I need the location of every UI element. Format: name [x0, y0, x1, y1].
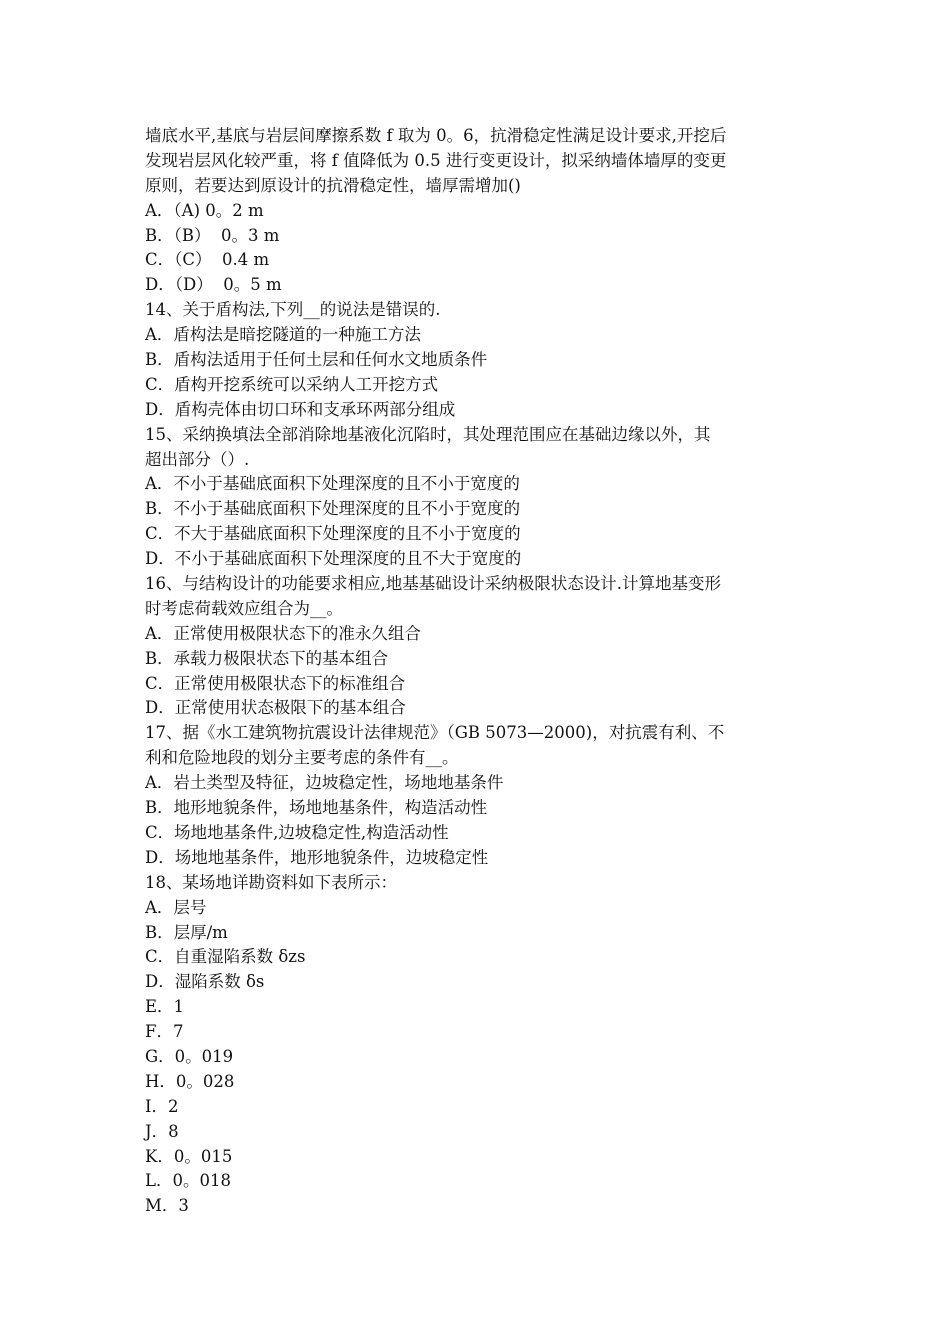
option-line: B．（B） 0。3 m: [145, 225, 280, 245]
option-line: C．自重湿陷系数 δzs: [145, 947, 306, 967]
question-line: 利和危险地段的划分主要考虑的条件有__。: [145, 748, 459, 768]
option-line: A．正常使用极限状态下的准永久组合: [145, 623, 421, 643]
option-line: E．1: [145, 997, 185, 1017]
text-line: 发现岩层风化较严重，将 f 值降低为 0.5 进行变更设计，拟采纳墙体墙厚的变更: [145, 150, 727, 170]
question-line: 14、关于盾构法,下列__的说法是错误的.: [145, 300, 441, 320]
option-line: G．0。019: [145, 1046, 234, 1066]
option-line: B．不小于基础底面积下处理深度的且不小于宽度的: [145, 499, 521, 519]
question-line: 15、采纳换填法全部消除地基液化沉陷时，其处理范围应在基础边缘以外，其: [145, 424, 711, 444]
option-line: A．（A) 0。2 m: [145, 200, 264, 220]
option-line: B．地形地貌条件，场地地基条件，构造活动性: [145, 798, 488, 818]
option-line: B．层厚/m: [145, 922, 228, 942]
option-line: D．湿陷系数 δs: [145, 972, 265, 992]
question-line: 16、与结构设计的功能要求相应,地基基础设计采纳极限状态设计.计算地基变形: [145, 574, 721, 594]
option-line: D．盾构壳体由切口环和支承环两部分组成: [145, 399, 456, 419]
option-line: D．（D） 0。5 m: [145, 275, 282, 295]
text-line: 墙底水平,基底与岩层间摩擦系数 f 取为 0。6，抗滑稳定性满足设计要求,开挖后: [145, 126, 727, 145]
option-line: A．不小于基础底面积下处理深度的且不小于宽度的: [145, 474, 520, 494]
option-line: K．0。015: [145, 1146, 233, 1166]
option-line: C．正常使用极限状态下的标准组合: [145, 673, 406, 693]
option-line: D．正常使用状态极限下的基本组合: [145, 698, 406, 718]
option-line: A．盾构法是暗挖隧道的一种施工方法: [145, 325, 421, 345]
option-line: F．7: [145, 1022, 184, 1042]
question-line: 18、某场地详勘资料如下表所示：: [145, 872, 397, 892]
option-line: D．场地地基条件，地形地貌条件，边坡稳定性: [145, 847, 489, 867]
option-line: H．0。028: [145, 1071, 235, 1091]
option-line: I．2: [145, 1096, 179, 1116]
option-line: A．层号: [145, 897, 207, 917]
option-line: B．盾构法适用于任何土层和任何水文地质条件: [145, 350, 488, 370]
option-line: B．承载力极限状态下的基本组合: [145, 648, 389, 668]
question-line: 超出部分（）.: [145, 449, 250, 469]
option-line: A．岩土类型及特征，边坡稳定性，场地地基条件: [145, 773, 504, 793]
option-line: C．（C） 0.4 m: [145, 250, 270, 270]
option-line: C．盾构开挖系统可以采纳人工开挖方式: [145, 374, 439, 394]
option-line: L．0。018: [145, 1171, 231, 1191]
question-line: 时考虑荷载效应组合为__。: [145, 598, 343, 618]
option-line: J．8: [145, 1121, 179, 1141]
document-body: [145, 124, 810, 1219]
question-line: 17、据《水工建筑物抗震设计法律规范》（GB 5073—2000)，对抗震有利、不: [145, 723, 725, 743]
option-line: C．不大于基础底面积下处理深度的且不小于宽度的: [145, 524, 521, 544]
option-line: D．不小于基础底面积下处理深度的且不大于宽度的: [145, 549, 522, 569]
option-line: M．3: [145, 1196, 189, 1216]
text-line: 原则，若要达到原设计的抗滑稳定性，墙厚需增加(): [145, 175, 521, 195]
option-line: C．场地地基条件,边坡稳定性,构造活动性: [145, 822, 449, 842]
